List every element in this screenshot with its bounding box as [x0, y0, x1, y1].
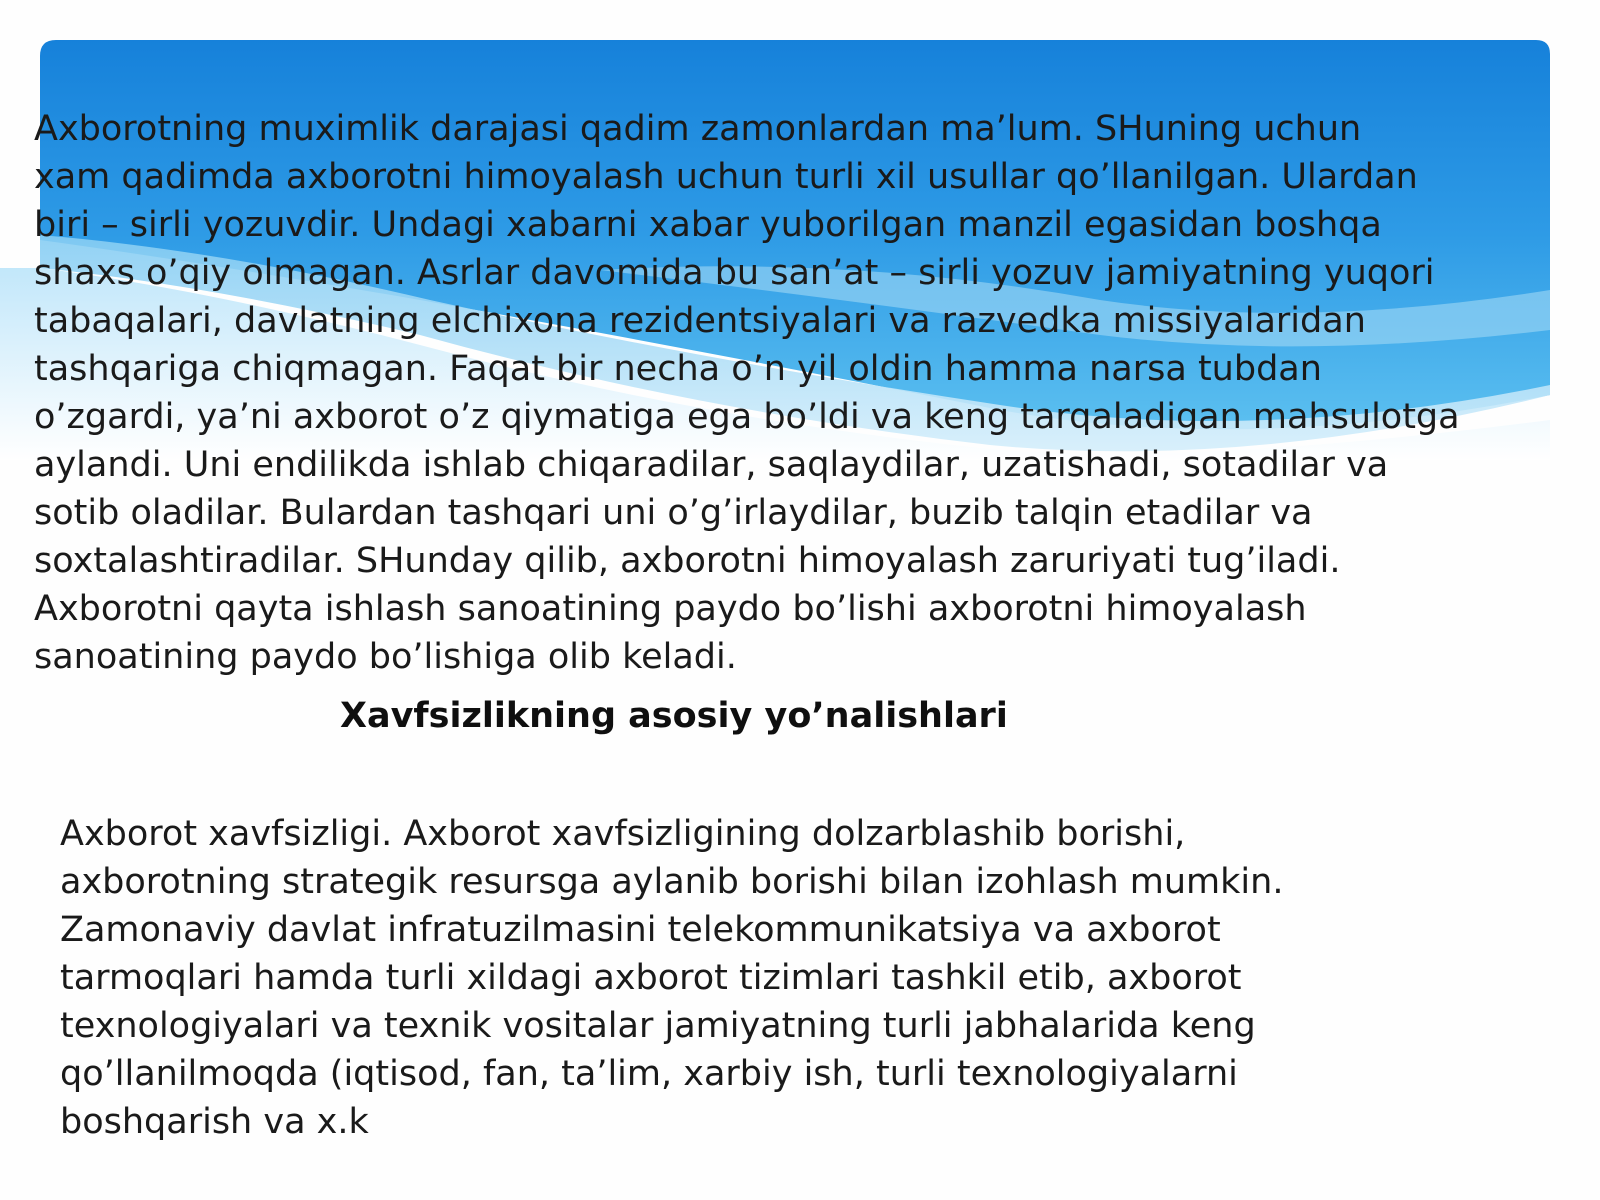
intro-line: tashqariga chiqmagan. Faqat bir necha o’n yil oldin hamma narsa tubdan [34, 349, 1322, 389]
intro-line: Axborotning muximlik darajasi qadim zamonlardan ma’lum. SHuning uchun [34, 109, 1362, 149]
body-line: Zamonaviy davlat infratuzilmasini telekommunikatsiya va axborot [60, 910, 1221, 950]
section-heading: Xavfsizlikning asosiy yo’nalishlari [340, 696, 1008, 736]
body-line: axborotning strategik resursga aylanib borishi bilan izohlash mumkin. [60, 862, 1284, 902]
intro-paragraph [34, 105, 1460, 681]
intro-line: sotib oladilar. Bulardan tashqari uni o’g’irlaydilar, buzib talqin etadilar va [34, 493, 1313, 533]
body-line: qo’llanilmoqda (iqtisod, fan, ta’lim, xarbiy ish, turli texnologiyalarni [60, 1054, 1238, 1094]
intro-line: o’zgardi, ya’ni axborot o’z qiymatiga ega bo’ldi va keng tarqaladigan mahsulotga [34, 397, 1460, 437]
body-paragraph [60, 810, 1283, 1146]
intro-line: soxtalashtiradilar. SHunday qilib, axborotni himoyalash zaruriyati tug’iladi. [34, 541, 1341, 581]
intro-line: biri – sirli yozuvdir. Undagi xabarni xabar yuborilgan manzil egasidan boshqa [34, 205, 1382, 245]
intro-line: aylandi. Uni endilikda ishlab chiqaradilar, saqlaydilar, uzatishadi, sotadilar va [34, 445, 1389, 485]
intro-line: shaxs o’qiy olmagan. Asrlar davomida bu san’at – sirli yozuv jamiyatning yuqori [34, 253, 1435, 293]
intro-line: tabaqalari, davlatning elchixona rezidentsiyalari va razvedka missiyalaridan [34, 301, 1366, 341]
body-line: Axborot xavfsizligi. Axborot xavfsizligining dolzarblashib borishi, [60, 814, 1186, 854]
intro-line: Axborotni qayta ishlash sanoatining paydo bo’lishi axborotni himoyalash [34, 589, 1307, 629]
body-line: texnologiyalari va texnik vositalar jamiyatning turli jabhalarida keng [60, 1006, 1256, 1046]
body-line: boshqarish va x.k [60, 1102, 369, 1142]
body-line: tarmoqlari hamda turli xildagi axborot tizimlari tashkil etib, axborot [60, 958, 1242, 998]
intro-line: sanoatining paydo bo’lishiga olib keladi. [34, 637, 737, 677]
intro-line: xam qadimda axborotni himoyalash uchun turli xil usullar qo’llanilgan. Ulardan [34, 157, 1418, 197]
